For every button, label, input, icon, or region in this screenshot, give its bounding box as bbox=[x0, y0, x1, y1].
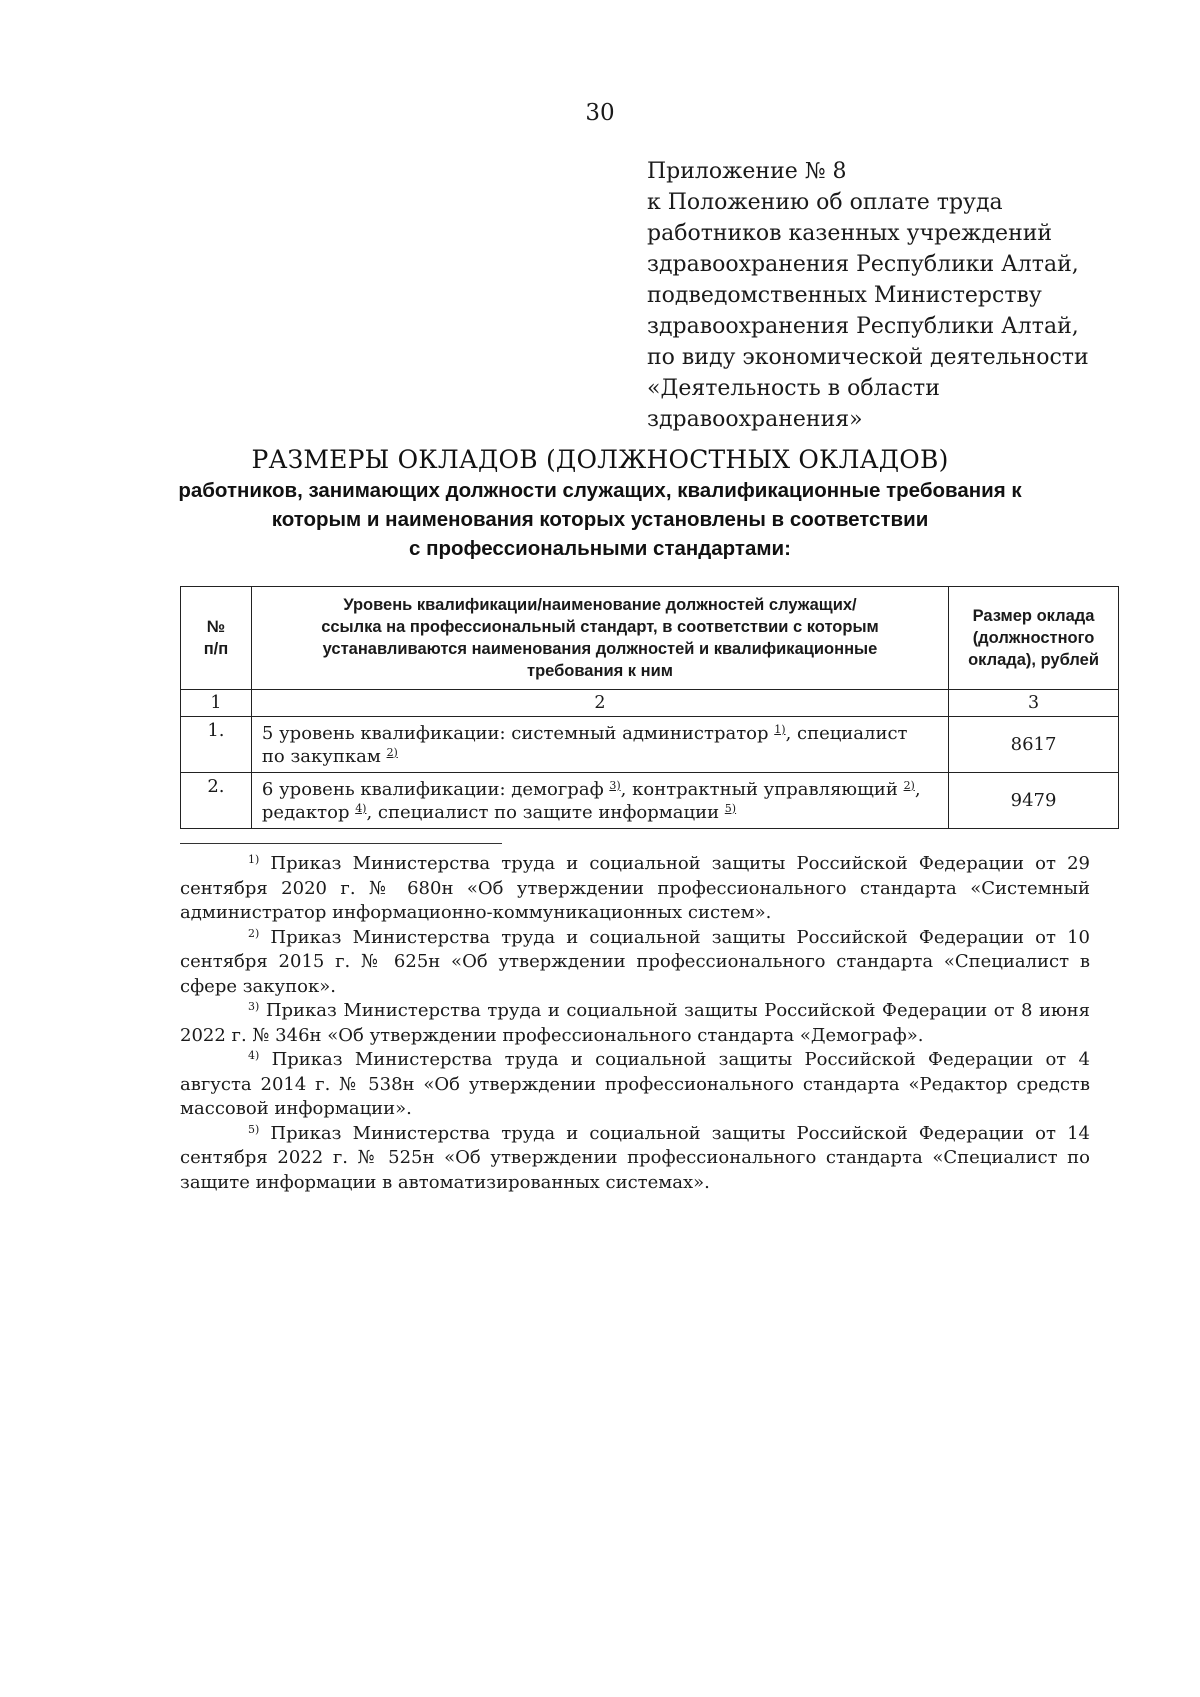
header-description-line: устанавливаются наименования должностей и квалификационные bbox=[322, 640, 878, 658]
header-description-line: ссылка на профессиональный стандарт, в соответствии с которым bbox=[321, 618, 879, 636]
appendix-line: здравоохранения Республики Алтай, bbox=[647, 314, 1079, 339]
title-subtitle-line: которым и наименования которых установлены в соответствии bbox=[271, 508, 929, 531]
header-number bbox=[181, 587, 252, 690]
description-text: по закупкам bbox=[261, 745, 387, 767]
footnote-marker: 5) bbox=[248, 1122, 260, 1136]
title-subtitle-line: с профессиональными стандартами: bbox=[409, 537, 791, 560]
description-text: , bbox=[914, 778, 921, 800]
appendix-line: «Деятельность в области bbox=[647, 376, 940, 401]
header-description-line: требования к ним bbox=[526, 662, 673, 680]
appendix-line: к Положению об оплате труда bbox=[647, 190, 1003, 215]
appendix-line: здравоохранения Республики Алтай, bbox=[647, 252, 1079, 277]
title-subtitle-line: работников, занимающих должности служащих, квалификационные требования к bbox=[178, 479, 1022, 502]
header-salary-size bbox=[949, 587, 1119, 690]
description-text: , контрактный управляющий bbox=[620, 778, 904, 800]
header-description-line: Уровень квалификации/наименование должностей служащих/ bbox=[343, 596, 857, 614]
document-title bbox=[0, 444, 1200, 563]
footnote-text: Приказ Министерства труда и социальной защиты Российской Федерации от 8 июня 2022 г. № 346н «Об утверждении профессионального стандарта «Демограф». bbox=[180, 1000, 1090, 1046]
footnote-marker: 3) bbox=[248, 1000, 260, 1013]
row-description bbox=[251, 717, 948, 773]
row-description bbox=[251, 773, 948, 829]
footnote-text: Приказ Министерства труда и социальной защиты Российской Федерации от 10 сентября 2015 г. № 625н «Об утверждении профессионального стандарта «Специалист в сфере закупок». bbox=[180, 926, 1090, 997]
appendix-line: работников казенных учреждений bbox=[647, 221, 1053, 246]
title-main: РАЗМЕРЫ ОКЛАДОВ (ДОЛЖНОСТНЫХ ОКЛАДОВ) bbox=[251, 445, 949, 474]
salary-table bbox=[180, 586, 1119, 829]
footnote-reference: 1) bbox=[774, 722, 786, 736]
page-number: 30 bbox=[585, 100, 615, 126]
footnote-marker: 2) bbox=[248, 926, 260, 940]
column-number: 1 bbox=[181, 690, 252, 717]
column-number: 2 bbox=[251, 690, 948, 717]
footnote-reference: 2) bbox=[903, 778, 915, 792]
footnote-separator bbox=[180, 843, 502, 844]
description-text: 6 уровень квалификации: демограф bbox=[261, 778, 610, 800]
footnote-reference: 4) bbox=[355, 801, 367, 815]
footnote-reference: 5) bbox=[724, 801, 737, 815]
column-number-row bbox=[181, 690, 1119, 717]
description-text: , специалист по защите информации bbox=[366, 801, 725, 823]
header-description bbox=[251, 587, 948, 690]
footnote-reference: 2) bbox=[386, 745, 398, 759]
row-salary: 9479 bbox=[949, 773, 1119, 829]
appendix-line: по виду экономической деятельности bbox=[647, 345, 1089, 370]
header-salary-line: оклада), рублей bbox=[968, 651, 1099, 669]
header-salary-line: Размер оклада bbox=[972, 607, 1095, 625]
description-text: , специалист bbox=[785, 722, 908, 744]
description-text: 5 уровень квалификации: системный администратор bbox=[261, 722, 775, 744]
footnote bbox=[180, 926, 1090, 1000]
footnote bbox=[180, 852, 1090, 926]
footnote-text: Приказ Министерства труда и социальной защиты Российской Федерации от 4 августа 2014 г. № 538н «Об утверждении профессионального стандарта «Редактор средств массовой информации». bbox=[180, 1049, 1090, 1119]
row-salary: 8617 bbox=[949, 717, 1119, 773]
description-text: редактор bbox=[261, 801, 356, 823]
appendix-line: Приложение № 8 bbox=[647, 159, 847, 184]
footnote-text: Приказ Министерства труда и социальной защиты Российской Федерации от 14 сентября 2022 г. № 525н «Об утверждении профессионального стандарта «Специалист по защите информации в автоматизированных системах». bbox=[180, 1122, 1090, 1193]
footnote bbox=[180, 1048, 1090, 1122]
header-number-line: п/п bbox=[203, 640, 229, 658]
footnote-marker: 1) bbox=[248, 853, 260, 866]
footnotes bbox=[180, 852, 1090, 1195]
appendix-line: подведомственных Министерству bbox=[647, 283, 1042, 308]
appendix-line: здравоохранения» bbox=[647, 407, 863, 432]
column-number: 3 bbox=[949, 690, 1119, 717]
footnote bbox=[180, 1122, 1090, 1196]
header-salary-line: (должностного bbox=[972, 629, 1095, 647]
footnote-marker: 4) bbox=[248, 1049, 260, 1062]
table-row bbox=[181, 717, 1119, 773]
table-row bbox=[181, 773, 1119, 829]
table-header-row bbox=[181, 587, 1119, 690]
header-number-line: № bbox=[206, 618, 226, 636]
appendix-heading bbox=[647, 156, 1167, 435]
footnote-text: Приказ Министерства труда и социальной защиты Российской Федерации от 29 сентября 2020 г. № 680н «Об утверждении профессионального стандарта «Системный администратор информационно-коммуникационных систем». bbox=[180, 853, 1090, 923]
footnote-reference: 3) bbox=[609, 778, 621, 792]
row-number: 1. bbox=[181, 717, 252, 773]
row-number: 2. bbox=[181, 773, 252, 829]
footnote bbox=[180, 999, 1090, 1048]
